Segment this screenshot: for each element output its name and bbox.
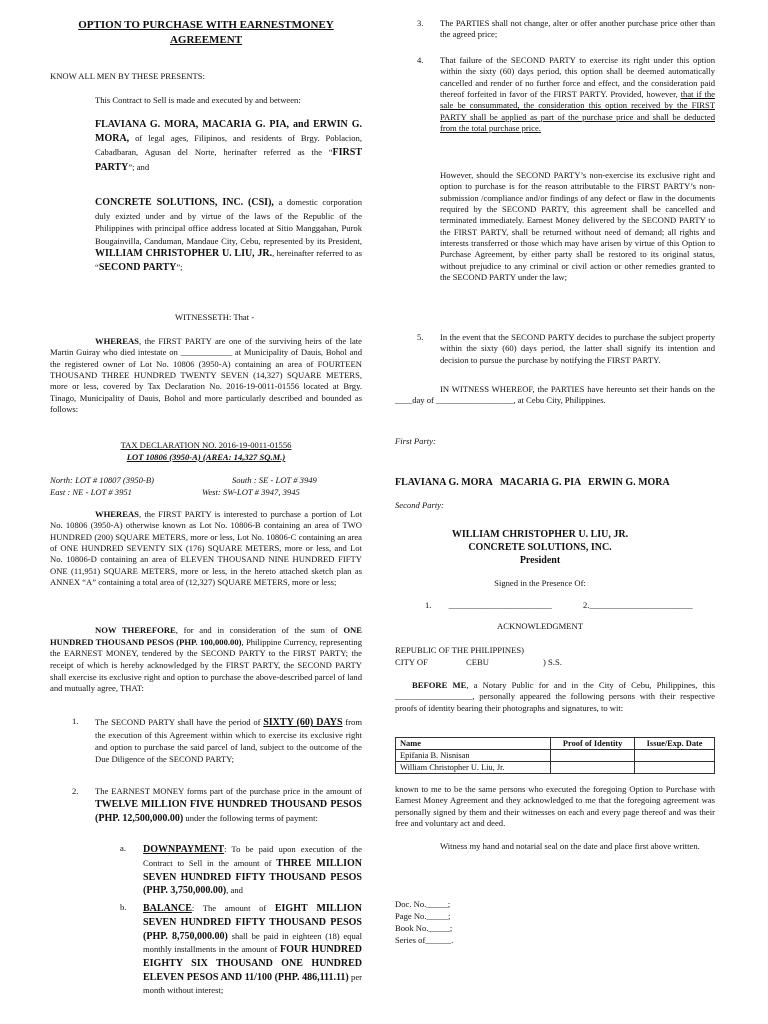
table-cell-name: Epifania B. Nisnisan <box>396 750 551 762</box>
list-item-5: 5. In the event that the SECOND PARTY decides to purchase the subject property within the sixty (60) days period, the latter shall signify its intention and decision to pursue the purchase by notifying the FIRST PARTY. <box>417 332 715 365</box>
second-party-caption: Second Party: <box>395 500 444 510</box>
witnesseth-line: WITNESSETH: That - <box>175 312 255 322</box>
table-cell-proof <box>551 762 635 774</box>
table-header-proof: Proof of Identity <box>551 738 635 750</box>
witness-hand-paragraph: Witness my hand and notarial seal on the date and place first above written. <box>440 841 700 851</box>
table-row <box>396 762 715 774</box>
witness-2-line: 2.________________________ <box>583 600 693 610</box>
page-no-line: Page No._____; <box>395 911 451 921</box>
in-witness-paragraph: IN WITNESS WHEREOF, the PARTIES have hereunto set their hands on the ____day of __________________, at Cebu City, Philippines. <box>395 384 715 406</box>
bound-north: North: LOT # 10807 (3950-B) <box>50 475 154 485</box>
table-header-date: Issue/Exp. Date <box>635 738 715 750</box>
city-name: CEBU <box>466 657 489 667</box>
list-item-3: 3. The PARTIES shall not change, alter or offer another purchase price other than the agreed price; <box>417 18 715 40</box>
first-party-signers: FLAVIANA G. MORA MACARIA G. PIA ERWIN G. MORA <box>395 477 670 488</box>
now-therefore-paragraph: NOW THEREFORE, for and in consideration of the sum of ONE HUNDRED THOUSAND PESOS (PHP. 100,000.00), Philippine Currency, representing the EARNEST MONEY, tendered by the SECOND PARTY to the FIRST PARTY; the receipt of which is hereby acknowledged by the FIRST PARTY, the SECOND PARTY shall exercise its exclusive right and option to purchase the above-described parcel of land and mutually agree, THAT: <box>50 625 362 694</box>
table-cell-proof <box>551 750 635 762</box>
know-all-line: KNOW ALL MEN BY THESE PRESENTS: <box>50 71 205 81</box>
whereas-2-paragraph: WHEREAS, the FIRST PARTY is interested to purchase a portion of Lot No. 10806 (3950-A) otherwise known as Lot No. 10806-B containing an area of TWO HUNDRED (200) SQUARE METERS, more or less, Lot No. 10806-C containing an area of ONE HUNDRED SEVENTY SIX (176) SQUARE METERS, more or less, and Lot No. 10806-D containing an area of ELEVEN THOUSAND NINE HUNDRED FIFTY ONE (11,951) SQUARE METERS, more or less, in the hereto attached sketch plan as ANNEX “A” containing a total area of (12,327) SQUARE METERS, more or less; <box>50 509 362 588</box>
identity-table-wrapper <box>395 737 715 774</box>
before-me-paragraph: BEFORE ME, a Notary Public for and in the City of Cebu, Philippines, this __________________, personally appeared the following persons with their respective proofs of identity bearing their photographs and signatures, to wit: <box>395 680 715 713</box>
table-cell-name: William Christopher U. Liu, Jr. <box>396 762 551 774</box>
bound-west: West: SW-LOT # 3947, 3945 <box>202 487 300 497</box>
table-cell-date <box>635 762 715 774</box>
second-party-company: CONCRETE SOLUTIONS, INC. <box>468 542 612 553</box>
identity-table <box>395 737 715 774</box>
table-cell-date <box>635 750 715 762</box>
table-header-row <box>396 738 715 750</box>
sub-item-b: b. BALANCE: The amount of EIGHT MILLION SEVEN HUNDRED FIFTY THOUSAND PESOS (PHP. 8,750,000.00) shall be paid in eighteen (18) equal monthly installments in the amount of FOUR HUNDRED EIGHTY SIX THOUSAND ONE HUNDRED ELEVEN PESOS AND 11/100 (PHP. 486,111.11) per month without interest; <box>120 902 363 995</box>
tax-declaration-line: TAX DECLARATION NO. 2016-19-0011-01556 <box>120 440 292 450</box>
item-4-continuation: However, should the SECOND PARTY’s non-exercise its exclusive right and option to purchase is for the reason attributable to the FIRST PARTY’s non-submission /compliance and/or findings of any defect or flaw in the documents required by the SECOND PARTY, this agreement shall be cancelled and terminated immediately. Earnest Money delivered by the SECOND PARTY to the FIRST PARTY, shall be returned without need of demand; all rights and interests transferred or those which may have arisen by virtue of this Option to Purchase Agreement, by either party shall be restored to its original status, without prejudice to any criminal or civil action or other remedies granted to the SECOND PARTY under the law; <box>440 170 715 283</box>
signed-presence-line: Signed in the Presence Of: <box>494 578 586 588</box>
republic-line: REPUBLIC OF THE PHILIPPINES) <box>395 645 524 655</box>
doc-no-line: Doc. No._____; <box>395 899 451 909</box>
city-of-label: CITY OF <box>395 657 428 667</box>
table-header-name: Name <box>396 738 551 750</box>
first-party-caption: First Party: <box>395 436 436 446</box>
list-item-1: 1. The SECOND PARTY shall have the period of SIXTY (60) DAYS from the execution of this Agreement within which to exercise its exclusive right and option to purchase the said parcel of land, subject to the outcome of the Due Diligence of the SECOND PARTY; <box>72 716 362 764</box>
second-party-title: President <box>519 555 561 566</box>
list-item-4: 4. That failure of the SECOND PARTY to exercise its right under this option within the sixty (60) days period, this option shall be deemed automatically cancelled and render of no further force and effect, and the consideration paid thereof forfeited in favor of the FIRST PARTY. Provided, however, that if the sale be consummated, the consideration this option received by the FIRST PARTY shall be applied as part of the purchase price and shall be deducted from the total purchase price. <box>417 55 715 134</box>
first-party-paragraph: FLAVIANA G. MORA, MACARIA G. PIA, and ERWIN G. MORA, of legal ages, Filipinos, and residents of Brgy. Poblacion, Cabadbaran, Agusan del Norte, herinafter referred as the “FIRST PARTY”; and <box>95 119 362 173</box>
bound-east: East : NE - LOT # 3951 <box>50 487 132 497</box>
witness-1-line: 1. ________________________ <box>425 600 552 610</box>
second-party-name: WILLIAM CHRISTOPHER U. LIU, JR. <box>451 529 629 540</box>
sub-item-a: a. DOWNPAYMENT: To be paid upon execution of the Contract to Sell in the amount of THREE MILLION SEVEN HUNDRED FIFTY THOUSAND PESOS (PHP. 3,750,000.00), and <box>120 843 362 897</box>
csi-paragraph: CONCRETE SOLUTIONS, INC. (CSI), a domestic corporation duly exizted under and by virtue of the laws of the Republic of the Philippines with principal office address located at Sitio Manggahan, Purok Bougainvilla, Canduman, Mandaue City, Cebu, represented by its President, WILLIAM CHRISTOPHER U. LIU, JR., hereinafter referred to as “SECOND PARTY”; <box>95 197 362 273</box>
acknowledgment-heading: ACKNOWLEDGMENT <box>497 621 583 631</box>
document-title: OPTION TO PURCHASE WITH EARNESTMONEY AGREEMENT <box>78 19 334 46</box>
book-no-line: Book No._____; <box>395 923 453 933</box>
ss-mark: ) S.S. <box>543 657 562 667</box>
known-to-me-paragraph: known to me to be the same persons who executed the foregoing Option to Purchase with Earnest Money Agreement and they acknowledged to me that the foregoing agreement was personally signed by them and their witnesses on each and every page thereof and was their free and voluntary act and deed. <box>395 784 715 829</box>
series-of-line: Series of______. <box>395 935 454 945</box>
lot-area-line: LOT 10806 (3950-A) (AREA: 14,327 SQ.M.) <box>126 452 286 462</box>
table-row <box>396 750 715 762</box>
list-item-2: 2. The EARNEST MONEY forms part of the purchase price in the amount of TWELVE MILLION FIVE HUNDRED THOUSAND PESOS (PHP. 12,500,000.00) under the following terms of payment: <box>72 786 362 824</box>
bound-south: South : SE - LOT # 3949 <box>232 475 317 485</box>
whereas-1-paragraph: WHEREAS, the FIRST PARTY are one of the surviving heirs of the late Martin Guiray who died intestate on ____________ at Municipality of Dauis, Bohol and the registered owner of Lot No. 10806 (3950-A) containing an area of FOURTEEN THOUSAND THREE HUNDRED TWENTY SEVEN (14,327) SQUARE METERS, more or less, covered by Tax Declaration No. 2016-19-0011-01556 located at Brgy. Tinago, Municipality of Dauis, Bohol and more particularly described and bounded as follows: <box>50 336 362 415</box>
intro-line: This Contract to Sell is made and executed by and between: <box>95 95 301 105</box>
